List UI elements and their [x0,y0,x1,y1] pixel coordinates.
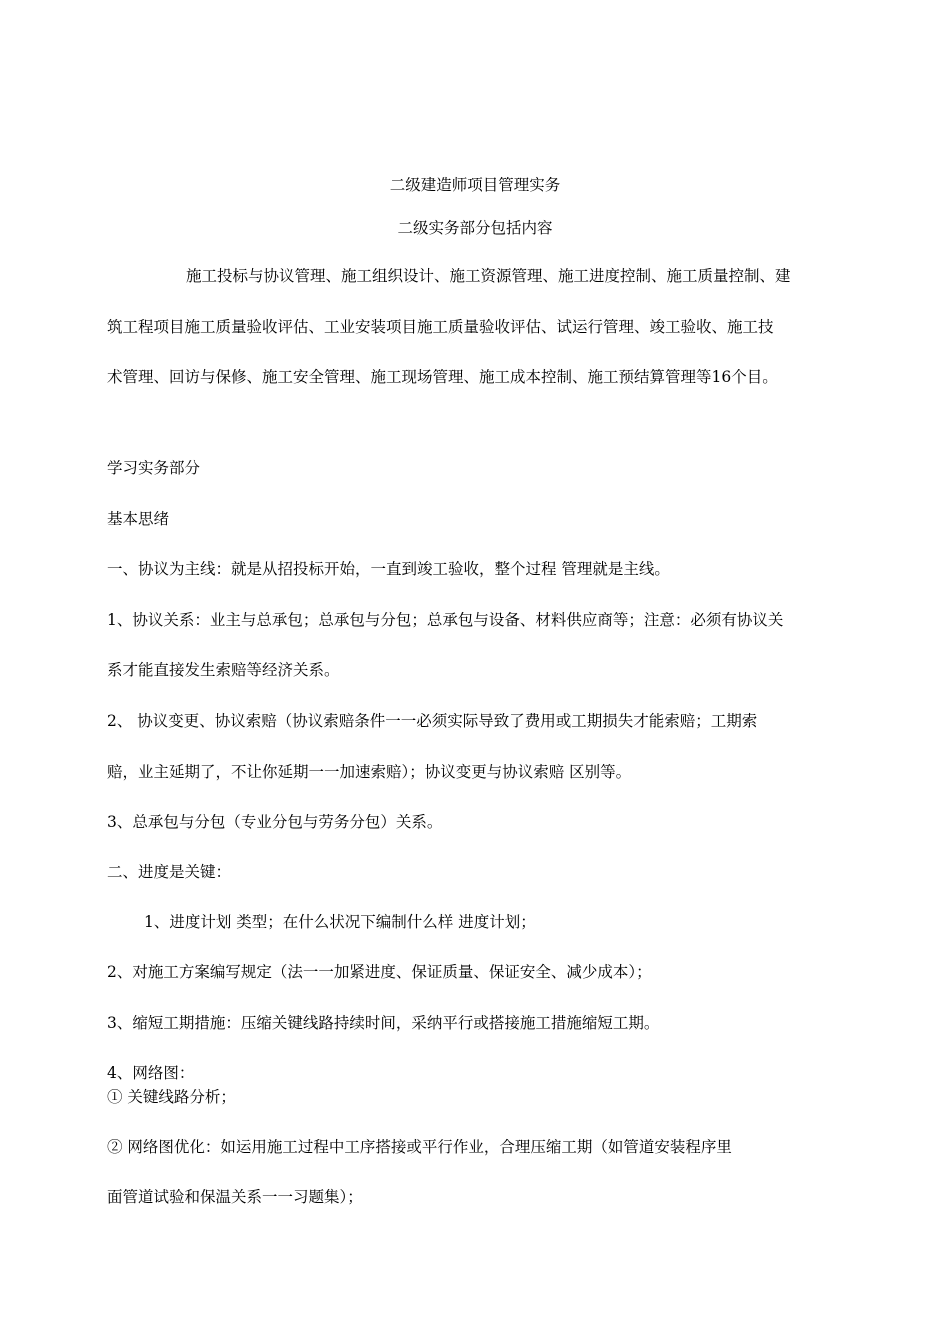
document-subtitle: 二级实务部分包括内容 [397,219,553,237]
intro-line: 筑工程项目施工质量验收评估、工业安装项目施工质量验收评估、试运行管理、竣工验收、施工技 [107,318,774,336]
body-line: 面管道试验和保温关系一一习题集）； [107,1188,363,1206]
body-line: 1、进度计划 类型；在什么状况下编制什么样 进度计划； [144,913,536,931]
body-line: 2、 协议变更、协议索赔（协议索赔条件一一必须实际导致了费用或工期损失才能索赔；工期索 [107,712,758,730]
section-heading-basic: 基本思绪 [107,510,170,528]
intro-line: 术管理、回访与保修、施工安全管理、施工现场管理、施工成本控制、施工预结算管理等16个目。 [107,368,778,386]
body-line: 2、对施工方案编写规定（法一一加紧进度、保证质量、保证安全、减少成本）； [107,963,652,981]
body-line: 赔，业主延期了，不让你延期一一加速索赔）；协议变更与协议索赔 区别等。 [107,763,632,781]
body-line: 1、协议关系：业主与总承包；总承包与分包；总承包与设备、材料供应商等；注意：必须有协议关 [107,611,784,629]
intro-line: 施工投标与协议管理、施工组织设计、施工资源管理、施工进度控制、施工质量控制、建 [186,267,791,285]
document-title: 二级建造师项目管理实务 [389,176,561,194]
body-line: 3、缩短工期措施：压缩关键线路持续时间，采纳平行或搭接施工措施缩短工期。 [107,1014,660,1032]
body-line: ② 网络图优化：如运用施工过程中工序搭接或平行作业，合理压缩工期（如管道安装程序里 [107,1138,732,1156]
body-line: 3、总承包与分包（专业分包与劳务分包）关系。 [107,813,443,831]
body-line: ① 关键线路分析； [107,1088,236,1106]
body-line: 4、网络图： [107,1064,195,1082]
body-line: 系才能直接发生索赔等经济关系。 [107,661,340,679]
body-line: 二、进度是关键： [107,863,232,881]
section-heading-study: 学习实务部分 [107,459,201,477]
body-line: 一、协议为主线：就是从招投标开始，一直到竣工验收，整个过程 管理就是主线。 [107,560,670,578]
